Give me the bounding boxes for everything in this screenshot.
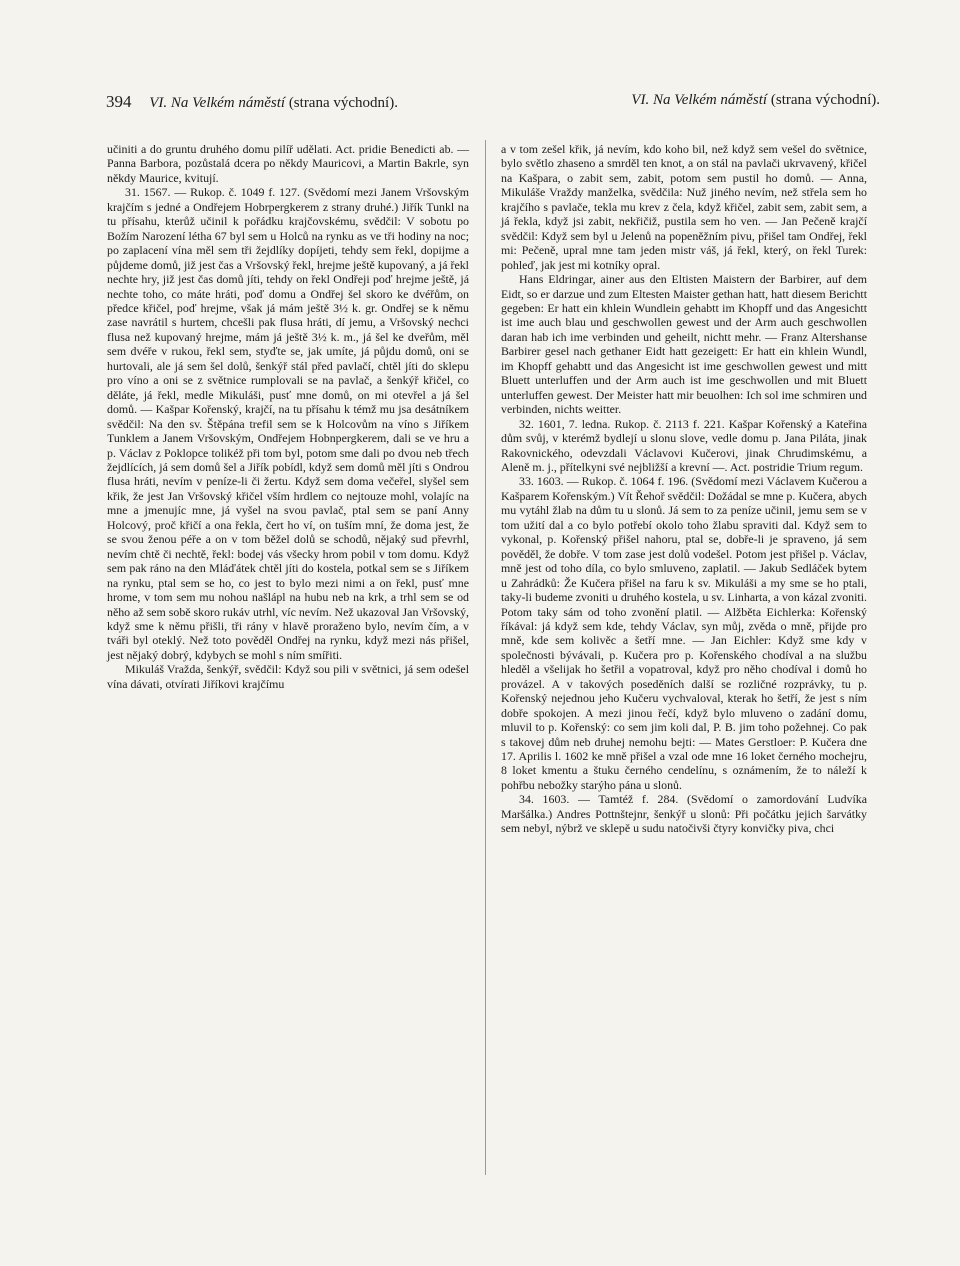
paragraph: Mikuláš Vražda, šenkýř, svědčil: Když sou pili v světnici, já sem odešel vína dávati, otvírati Jiříkovi krajčímu [107,662,469,691]
right-column [501,142,867,836]
left-column [107,142,469,691]
page-number: 394 [106,92,132,111]
paragraph: 34. 1603. — Tamtéž f. 284. (Svědomí o zamordování Ludvíka Maršálka.) Andres Pottnštejnr, šenkýř u slonů: Při počátku jejich šarvátky sem nebyl, nýbrž ve sklepě u sudu natočivši čtyry konvičky piva, chci [501,792,867,836]
header-left-title: VI. Na Velkém náměstí [149,95,286,111]
paragraph: Hans Eldringar, ainer aus den Eltisten Maistern der Barbirer, auf dem Eidt, so er darzue und zum Eltesten Maister gethan hatt, hatt diesem Berichtt gegeben: Er hatt ein khlein Wundlein gehabtt im Khopff und das Angesichtt ist ime auch blau und geschwollen gewest und der Arm auch geschwollen daran hab ich ime verbinden und geheilt, nichtt mehr. — Franz Altershanse Barbirer gesel nach gethaner Eidt hatt gezeigett: Er hatt ein khlein Wundl, im Khopff gehabtt und das Angesicht ist ime geschwollen gewest und mitt Bluett unterluffen und der Arm auch ist ime geschwollen und mit Bluett unterluffen gewest. Der Meister hatt mir beuolhen: Ich sol ime schmiren und verbinden, nichts weitter. [501,272,867,417]
running-header [106,92,880,114]
paragraph: 32. 1601, 7. ledna. Rukop. č. 2113 f. 221. Kašpar Kořenský a Kateřina dům svůj, v kterémž bydlejí u slonu slove, vedle domu p. Jana Piláta, jinak Rakovnického, odevzdali Václavovi Kučerovi, jinak Chrudimskému, a Aleně m. j., přítelkyni své nejbližší a krevní —. Act. postridie Trium regum. [501,416,867,474]
column-divider [485,140,486,1175]
paragraph: a v tom zešel křik, já nevím, kdo koho bil, než když sem vešel do světnice, bylo světlo zhaseno a smrděl ten knot, a on stál na pavlači ukrvavený, křičel na Kašpara, o zabit sem, zabit, potom sem pustil ho domů. — Anna, Mikuláše Vraždy manželka, svědčila: Nuž jiného nevím, než střela sem ho krajčího s pavlače, tekla mu krev z čela, když křičel, zabit sem, zabit sem, a já řekla, když jsi zabit, nekřičiž, pustila sem ho ven. — Jan Pečeně krajčí svědčil: Když sem byl u Jelenů na popeněžním pivu, přišel tam Ondřej, řekl mi: Pečeně, upral mne tam jeden mistr váš, já řekl, který, on řekl Turek: pohleď, jak jest mi kotníky opral. [501,142,867,272]
header-left [106,92,398,112]
header-left-sub: (strana východní). [288,95,398,111]
paragraph: 33. 1603. — Rukop. č. 1064 f. 196. (Svědomí mezi Václavem Kučerou a Kašparem Kořenským.) Vít Řehoř svědčil: Dožádal se mne p. Kučera, abych mu vytáhl žlab na dům tu u slonů. Já sem to za peníze učinil, jemu sem se v tom užití dal a co bylo potřebí okolo toho žlabu spraviti dal. Když sem to vykonal, p. Kořenský přišel nahoru, ptal se, dobře-li je spraveno, já sem pověděl, že dobře. V tom zase jest dolů vodešel. Potom jest přišel p. Václav, mně jest od toho díla, co bylo smluveno, zaplatil. — Jakub Sedláček bytem u Zahrádků: Že Kučera přišel na faru k sv. Mikuláši a my sme se ho ptali, taky-li budeme zvoniti u druhého kostela, u sv. Linharta, a von kázal zvoniti. Potom taky sám od toho zvonění platil. — Alžběta Eichlerka: Kořenský říkával: já když sem kde, tehdy Václav, syn můj, zvěda o mně, přijde pro mně, kde sem kolivěc a šetří mne. — Jan Eichler: Když sme kdy v společnosti bývávali, p. Kučera pro p. Kořenského chodíval a na službu hleděl a všelijak ho šetřil a vopatroval, když pro něho chodíval i domů ho provázel. A v takových poseděních další se rozličné rozprávky, tu p. Kořenský nejednou jeho Kučeru vychvaloval, kterak ho šetří, že jest s ním dobře spokojen. A mezi jinou řečí, když bylo mluveno o zadání domu, mluvil to p. Kořenský: co sem jim koli dal, P. B. jim toho požehnej. Co pak s takovej dům neb druhej nemohu bejti: — Mates Gerstloer: P. Kučera dne 17. Aprilis l. 1602 ke mně přišel a vzal ode mne 16 loket černého mochejru, 8 loket kmentu a štuku černého cendelínu, s oznámením, že to náleží k pohřbu nebožky starýho pána u slonů. [501,474,867,792]
paragraph: učiniti a do gruntu druhého domu pilíř udělati. Act. pridie Benedicti ab. — Panna Barbora, pozůstalá dcera po někdy Mauricovi, a Martin Bakrle, syn někdy Maurice, kvitují. [107,142,469,185]
paragraph: 31. 1567. — Rukop. č. 1049 f. 127. (Svědomí mezi Janem Vršovským krajčím s jedné a Ondřejem Hobrpergkerem z strany druhé.) Jiřík Tunkl na tu přísahu, kterůž učinil k pořádku krajčovskému, svědčil: V sobotu po Božím Narození létha 67 byl sem u Holců na rynku as ve tři hodiny na noc; po zaplacení vína měl sem tři žejdlíky dopíjeti, tehdy sem řekl, dopijme a půjdeme domů, již jest čas a Vršovský řekl, hrejme ještě kupovaný, a já řekl nechte hry, již jest čas domů jíti, tehdy on řekl Ondřeji poď hrejme ještě, já nechte toho, co máte hráti, poď domu a Ondřej šel skoro ke dvéřům, on předce křičel, poď hrejme, však já mám ještě 3½ k. gr. Ondřej se k němu zase navrátil s hurtem, chcešli pak flusa hráti, dí jemu, a Vršovský nechci flusa než kupovaný hrejme, mám já ještě 3½ k. m., já šel ke dveřům, měl sem dvéře v rukou, řekl sem, styďte se, jak umíte, já půjdu domů, oni se hurtovali, ale já sem šel dolů, šenkýř stál před pavlačí, chtěl jíti do sklepu pro víno a oni se z světnice rumplovali se na pavlač, a šenkýř křičel, co děláte, já řekl, medle Mikuláši, pusť mne domů, on mi otevřel a já šel domů. — Kašpar Kořenský, krajčí, na tu přísahu k témž mu jsa desátníkem svědčil: Na den sv. Štěpána trefil sem se k Holcovům na víno s Jiříkem Tunklem a Janem Vršovským, Ondřejem Hobnpergkerem, dali se ve hru a p. Václav z Poklopce tolikéž při tom byl, potom sme dali po dvou neb třech žejdlících, já sem domů šel a Jiřík pobídl, když sem domů měl jíti s Ondrou flusa hráti, nevím v peníze-li či žertu. Když sem doma večeřel, slyšel sem křik, že jest Jan Vršovský křičel vším hrdlem co nejtouze mohl, volajíc na mne a jmenujíc mne, já vyšel na svou pavlač, ptal sem se paní Anny Holcový, proč křičí a ona řekla, čert ho ví, on tuším mní, že doma jest, že se svou ženou péře a on v tom běžel dolů se schodů, nějaký sud převrhl, nevím chtě či nechtě, řekl: bodej vás všecky hrom pobil v tom domu. Když sem pak ráno na den Mláďátek chtěl jíti do kostela, potkal sem se s Jiříkem na rynku, ptal sem se ho, co jest to bylo mezi nimi a on řekl, pusť mne hrome, v tom sem mu nohou našlápl na hubu neb na krk, a trhl sem se od něho až sem sobě skoro rukáv utrhl, víc nevím. Než ukazoval Jan Vršovský, když sme k němu přišli, tři rány v hlavě proraženo bylo, nevím čím, a v tváři byl oteklý. Než toto pověděl Ondřej na rynku, když mezi nás přišel, jest nějaký dobrý, kdybych se mohl s ním smířiti. [107,185,469,662]
header-right-sub: (strana východní). [770,92,880,108]
header-right-title: VI. Na Velkém náměstí [631,92,768,108]
header-right [631,92,880,109]
